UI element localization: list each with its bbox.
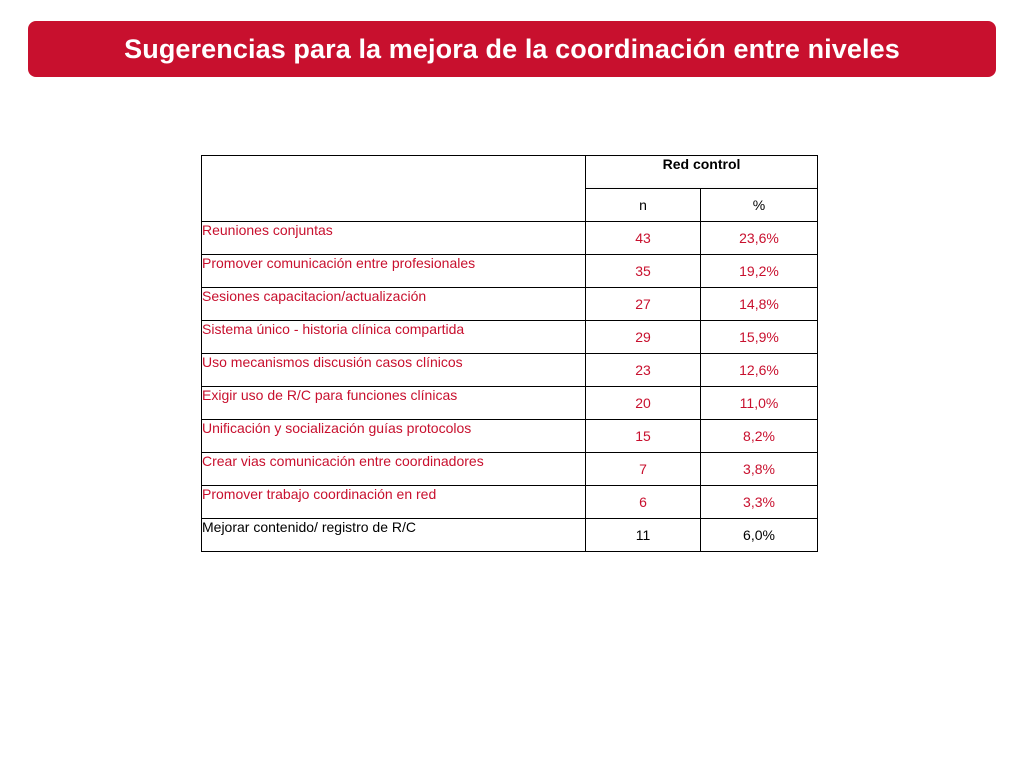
row-label: Reuniones conjuntas: [202, 222, 586, 255]
row-percent-value: 12,6%: [701, 354, 818, 387]
row-label: Unificación y socialización guías protocolos: [202, 420, 586, 453]
results-table: [201, 155, 818, 552]
row-n-value: 7: [586, 453, 701, 486]
row-label: Crear vias comunicación entre coordinadores: [202, 453, 586, 486]
title-banner: [28, 21, 996, 77]
row-n-value: 15: [586, 420, 701, 453]
table-row: [202, 222, 818, 255]
row-label: Uso mecanismos discusión casos clínicos: [202, 354, 586, 387]
row-n-value: 43: [586, 222, 701, 255]
table-header-row: [202, 156, 818, 189]
table-row: [202, 519, 818, 552]
table-row: [202, 321, 818, 354]
row-percent-value: 11,0%: [701, 387, 818, 420]
table-row: [202, 288, 818, 321]
row-percent-value: 19,2%: [701, 255, 818, 288]
row-n-value: 20: [586, 387, 701, 420]
row-label: Mejorar contenido/ registro de R/C: [202, 519, 586, 552]
row-percent-value: 3,3%: [701, 486, 818, 519]
row-n-value: 29: [586, 321, 701, 354]
table-row: [202, 255, 818, 288]
row-percent-value: 6,0%: [701, 519, 818, 552]
row-n-value: 11: [586, 519, 701, 552]
row-percent-value: 8,2%: [701, 420, 818, 453]
row-n-value: 35: [586, 255, 701, 288]
slide-title: Sugerencias para la mejora de la coordinación entre niveles: [124, 33, 900, 64]
column-header-percent: %: [701, 189, 818, 222]
row-n-value: 6: [586, 486, 701, 519]
row-percent-value: 23,6%: [701, 222, 818, 255]
group-header-red-control: Red control: [586, 156, 818, 189]
table-row: [202, 354, 818, 387]
row-label: Sistema único - historia clínica compartida: [202, 321, 586, 354]
row-percent-value: 3,8%: [701, 453, 818, 486]
row-percent-value: 15,9%: [701, 321, 818, 354]
row-label: Sesiones capacitacion/actualización: [202, 288, 586, 321]
table-row: [202, 453, 818, 486]
row-n-value: 27: [586, 288, 701, 321]
empty-header-cell: [202, 156, 586, 222]
row-label: Exigir uso de R/C para funciones clínicas: [202, 387, 586, 420]
row-percent-value: 14,8%: [701, 288, 818, 321]
table-row: [202, 486, 818, 519]
row-label: Promover trabajo coordinación en red: [202, 486, 586, 519]
table-row: [202, 420, 818, 453]
column-header-n: n: [586, 189, 701, 222]
table-row: [202, 387, 818, 420]
row-label: Promover comunicación entre profesionales: [202, 255, 586, 288]
row-n-value: 23: [586, 354, 701, 387]
